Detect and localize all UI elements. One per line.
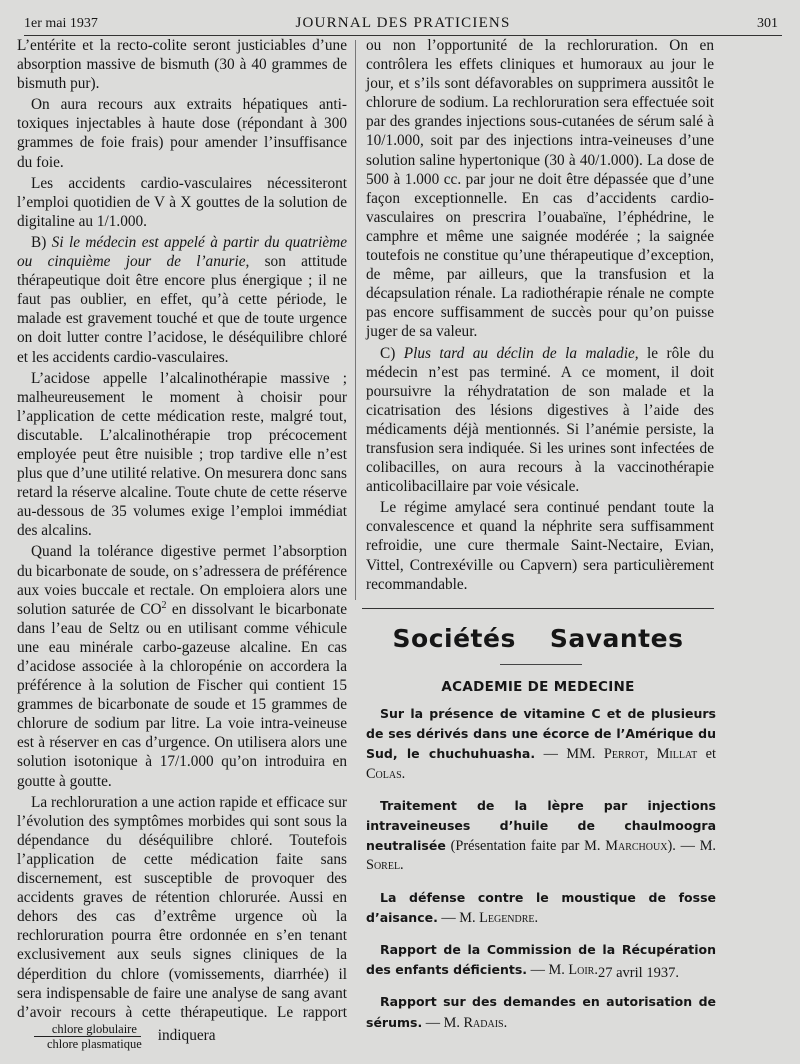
page-header [24,13,782,36]
paragraph-section-b [17,233,347,367]
entry-text: — M. [422,1014,464,1031]
header-date: 1er mai 1937 [24,16,98,31]
fraction-denominator: chlore plasmatique [47,1036,142,1051]
section-heading-italic: Si le médecin est appelé à partir du quatrième ou cinquième jour de l’anurie, [17,233,347,271]
entry-text: — M. [437,909,480,926]
paragraph-text: son attitude thérapeutique doit être encore plus énergique ; il ne faut pas oublier, en effet, qu’à cette période, le malade est gravement touché et que de toute urgence on doit lutter contre l’acidose, le déséquilibre chloré et les accidents cardio-vasculaires. [17,253,347,366]
paragraph-section-c [366,344,714,497]
session-date: 27 avril 1937. [598,965,679,981]
entry-authors: Loir. [568,962,598,979]
list-item [366,888,716,928]
section-title [362,624,714,653]
paragraph: On aura recours aux extraits hépatiques anti-toxiques injectables à haute dose (répondant à 300 grammes de foie frais) pour amender l’insuffisance du foie. [17,96,347,171]
section-title-word: Sociétés [392,624,516,653]
paragraph-text: La rechloruration a une action rapide et efficace sur l’évolution des symptômes morbides qui sont sous la dépendance du déséquilibre chloré. Toutefois l’application de cette médication faite sans discernement, est susceptible de provoquer des accidents graves de rétention chlorurée. Aussi en dehors des cas d’extrême urgence où la rechloruration pourra être ordonnée en s’en tenant exclusivement aux seuls signes cliniques de la déperdition du chlore (vomissements, diarrhée) il sera indispensable de faire une analyse de sang avant d’avoir recours à cette thérapeutique. Le rapport [17,793,347,1021]
section-title-word: Savantes [549,624,684,653]
entry-text: — M. [527,962,569,979]
superscript: 2 [161,599,167,611]
fraction-numerator: chlore globulaire [34,1022,141,1037]
right-column [366,36,714,596]
ratio-fraction [29,1022,146,1051]
left-column [17,36,347,1053]
paragraph: ou non l’opportunité de la rechloruration. On en contrôlera les effets cliniques et humoraux au jour le jour, et s’ils sont défavorables on supprimera aussitôt le chlorure de sodium. La rechloruration sera effectuée soit par des grandes injections sous-cutanées de sérum salé à 10/1.000, soit par des injections intra-veineuses d’une solution saline hypertonique (30 à 40/1.000). La dose de 500 à 1.000 cc. par jour ne doit être dépassée que d’une façon exceptionnelle. En cas d’accidents cardio-vasculaires on prescrira l’ouabaïne, l’éphédrine, le camphre et même une saignée modérée ; la saignée toutefois ne constitue qu’une thérapeutique d’exception, de même, par ailleurs, que la transfusion et la décapsulation rénale. La radiothérapie rénale ne compte pas encore suffisamment de succès pour qu’on puisse juger de sa valeur. [366,37,714,341]
entry-title: Rapport de la Commission de la Récupération des enfants déficients. [366,942,716,978]
paragraph-text: le rôle du médecin n’est pas terminé. A ce moment, il doit poursuivre la réhydratation de son malade et la cicatrisation des lésions digestives à l’aide des médicaments déjà mentionnés. Si l’anémie persiste, la transfusion sera indiquée. Si les urines sont infectées de colibacilles, on aura recours à la vaccinothérapie anticolibacillaire par voie vésicale. [366,344,714,496]
entry-title: Traitement de la lèpre par injections intraveineuses d’huile de chaulmoogra neutralisée [366,797,716,854]
paragraph-text: en dissolvant le bicarbonate dans l’eau de Seltz ou en utilisant comme véhicule une eau minérale carbo-gazeuse alcaline. En cas d’acidose associée à la chloropénie on accordera la préférence à la solution de Fischer qui contient 15 grammes de bicarbonate de soude et 15 grammes de chlorure de sodium par litre. La voie intra-veineuse est à réserver en cas d’urgence. On utilisera alors une solution isotonique à 17/1.000 qu’on introduira en goutte à goutte. [17,600,347,790]
paragraph [17,793,347,1051]
paragraph: Le régime amylacé sera continué pendant toute la convalescence et quand la néphrite sera suffisamment refroidie, une cure thermale Saint-Nectaire, Evian, Vittel, Contrexéville ou Capvern) sera particulièrement recommandable. [366,499,714,593]
section-heading-italic: Plus tard au déclin de la maladie, [403,344,639,362]
title-underline [500,664,582,665]
paragraph-text: Quand la tolérance digestive permet l’absorption du bicarbonate de soude, on s’adressera de préférence aux voies buccale et rectale. On emploiera alors une solution saturée de CO [17,543,347,618]
communications-list [366,704,716,1045]
entry-authors: Marchoux [605,838,668,855]
entry-text: — MM. [535,746,604,763]
entry-authors: Colas. [366,765,406,782]
paragraph [17,542,347,790]
paragraph: L’entérite et la recto-colite seront justiciables d’une absorption massive de bismuth (30 à 40 grammes de bismuth pur). [17,37,347,93]
page-number: 301 [757,16,778,31]
header-title: JOURNAL DES PRATICIENS [295,15,511,31]
section-label: C) [380,344,396,362]
entry-authors: Legendre. [479,909,539,926]
entry-text: (Présentation faite par M. [445,838,606,855]
paragraph: Les accidents cardio-vasculaires nécessiteront l’emploi quotidien de V à X gouttes de la solution de digitaline au 1/1.000. [17,174,347,230]
entry-authors: Radais. [463,1014,508,1031]
entry-authors: Perrot, Millat [603,746,698,763]
list-item [366,796,716,876]
list-item [366,992,716,1032]
entry-title: Rapport sur des demandes en autorisation de sérums. [366,994,716,1030]
list-item [366,704,716,784]
entry-title: Sur la présence de vitamine C et de plusieurs de ses dérivés dans une écorce de l’Amérique du Sud, le chuchuhuasha. [366,706,716,762]
subsection-heading: ACADEMIE DE MEDECINE [441,679,635,695]
paragraph-text: indiquera [157,1026,216,1044]
entry-text: et [697,746,716,763]
column-divider [355,40,356,600]
entry-authors: Sorel. [366,857,404,874]
paragraph: L’acidose appelle l’alcalinothérapie massive ; malheureusement le moment à choisir pour l’application de cette médication reste, malgré tout, discutable. L’alcalinothérapie trop précocement employée peut être nuisible ; trop tardive elle n’est plus que d’une utilité relative. On mesurera donc sans retard la réserve alcaline. Toute chute de cette réserve au-dessous de 35 volumes exige l’emploi immédiat des alcalins. [17,369,347,540]
section-label: B) [31,233,47,251]
entry-text: ). — M. [667,838,716,855]
section-divider [362,608,714,609]
entry-title: La défense contre le moustique de fosse d’aisance. [366,889,716,925]
